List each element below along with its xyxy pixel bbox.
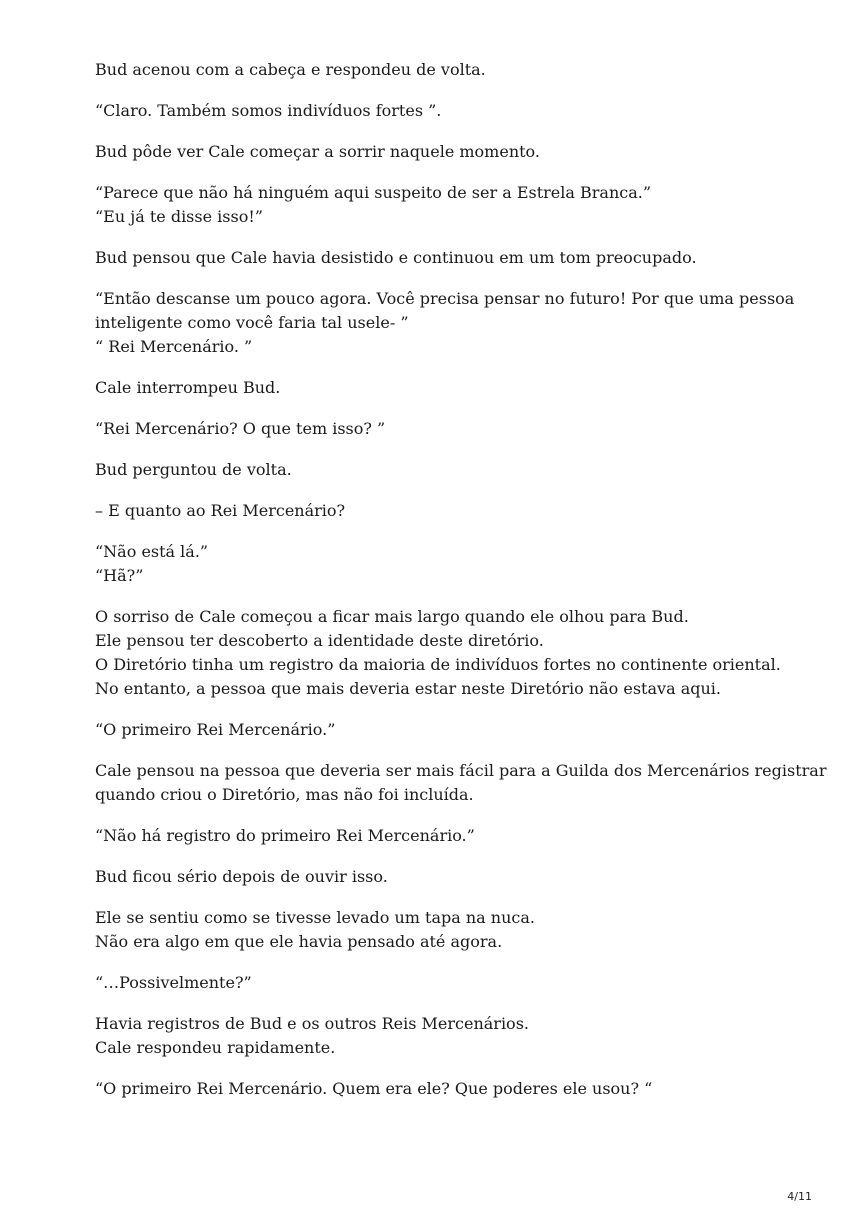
paragraph [95,140,795,164]
text-line: Bud ficou sério depois de ouvir isso. [95,867,388,886]
text-line: – E quanto ao Rei Mercenário? [95,501,346,520]
paragraph [95,499,795,523]
text-line: O Diretório tinha um registro da maioria de indivíduos fortes no continente oriental. [95,655,781,674]
text-line: Cale interrompeu Bud. [95,378,281,397]
text-line: “Parece que não há ninguém aqui suspeito de ser a Estrela Branca.” [95,183,652,202]
paragraph [95,906,795,954]
paragraph [95,99,795,123]
text-line: quando criou o Diretório, mas não foi incluída. [95,785,474,804]
paragraph [95,865,795,889]
text-line: Bud perguntou de volta. [95,460,292,479]
text-line: “Então descanse um pouco agora. Você precisa pensar no futuro! Por que uma pessoa [95,289,795,308]
text-line: “Claro. Também somos indivíduos fortes ”. [95,101,442,120]
text-line: Bud pensou que Cale havia desistido e continuou em um tom preocupado. [95,248,697,267]
paragraph [95,287,795,359]
text-line: Cale pensou na pessoa que deveria ser mais fácil para a Guilda dos Mercenários registrar [95,761,827,780]
paragraph [95,246,795,270]
page-number: 4/11 [787,1190,812,1203]
text-line: “ Rei Mercenário. ” [95,337,253,356]
paragraph [95,718,795,742]
text-line: O sorriso de Cale começou a ficar mais largo quando ele olhou para Bud. [95,607,689,626]
paragraph [95,417,795,441]
text-line: Bud acenou com a cabeça e respondeu de volta. [95,60,486,79]
text-line: No entanto, a pessoa que mais deveria estar neste Diretório não estava aqui. [95,679,721,698]
paragraph [95,540,795,588]
text-line: “Não há registro do primeiro Rei Mercenário.” [95,826,475,845]
paragraph [95,376,795,400]
paragraph [95,824,795,848]
paragraph [95,58,795,82]
text-line: “O primeiro Rei Mercenário. Quem era ele? Que poderes ele usou? “ [95,1079,653,1098]
paragraph [95,1077,795,1101]
text-line: Cale respondeu rapidamente. [95,1038,336,1057]
paragraph [95,181,795,229]
text-line: Ele pensou ter descoberto a identidade deste diretório. [95,631,544,650]
text-line: Não era algo em que ele havia pensado até agora. [95,932,503,951]
text-line: inteligente como você faria tal usele- ” [95,313,409,332]
text-line: “Não está lá.” [95,542,209,561]
paragraph [95,605,795,701]
paragraph [95,458,795,482]
paragraph [95,1012,795,1060]
text-line: “O primeiro Rei Mercenário.” [95,720,336,739]
text-line: “Eu já te disse isso!” [95,207,263,226]
text-line: Havia registros de Bud e os outros Reis Mercenários. [95,1014,529,1033]
text-line: Bud pôde ver Cale começar a sorrir naquele momento. [95,142,540,161]
paragraph [95,971,795,995]
text-line: “Rei Mercenário? O que tem isso? ” [95,419,386,438]
paragraph [95,759,827,807]
text-line: “…Possivelmente?” [95,973,252,992]
text-line: Ele se sentiu como se tivesse levado um tapa na nuca. [95,908,535,927]
document-body [95,58,827,1118]
text-line: “Hã?” [95,566,144,585]
